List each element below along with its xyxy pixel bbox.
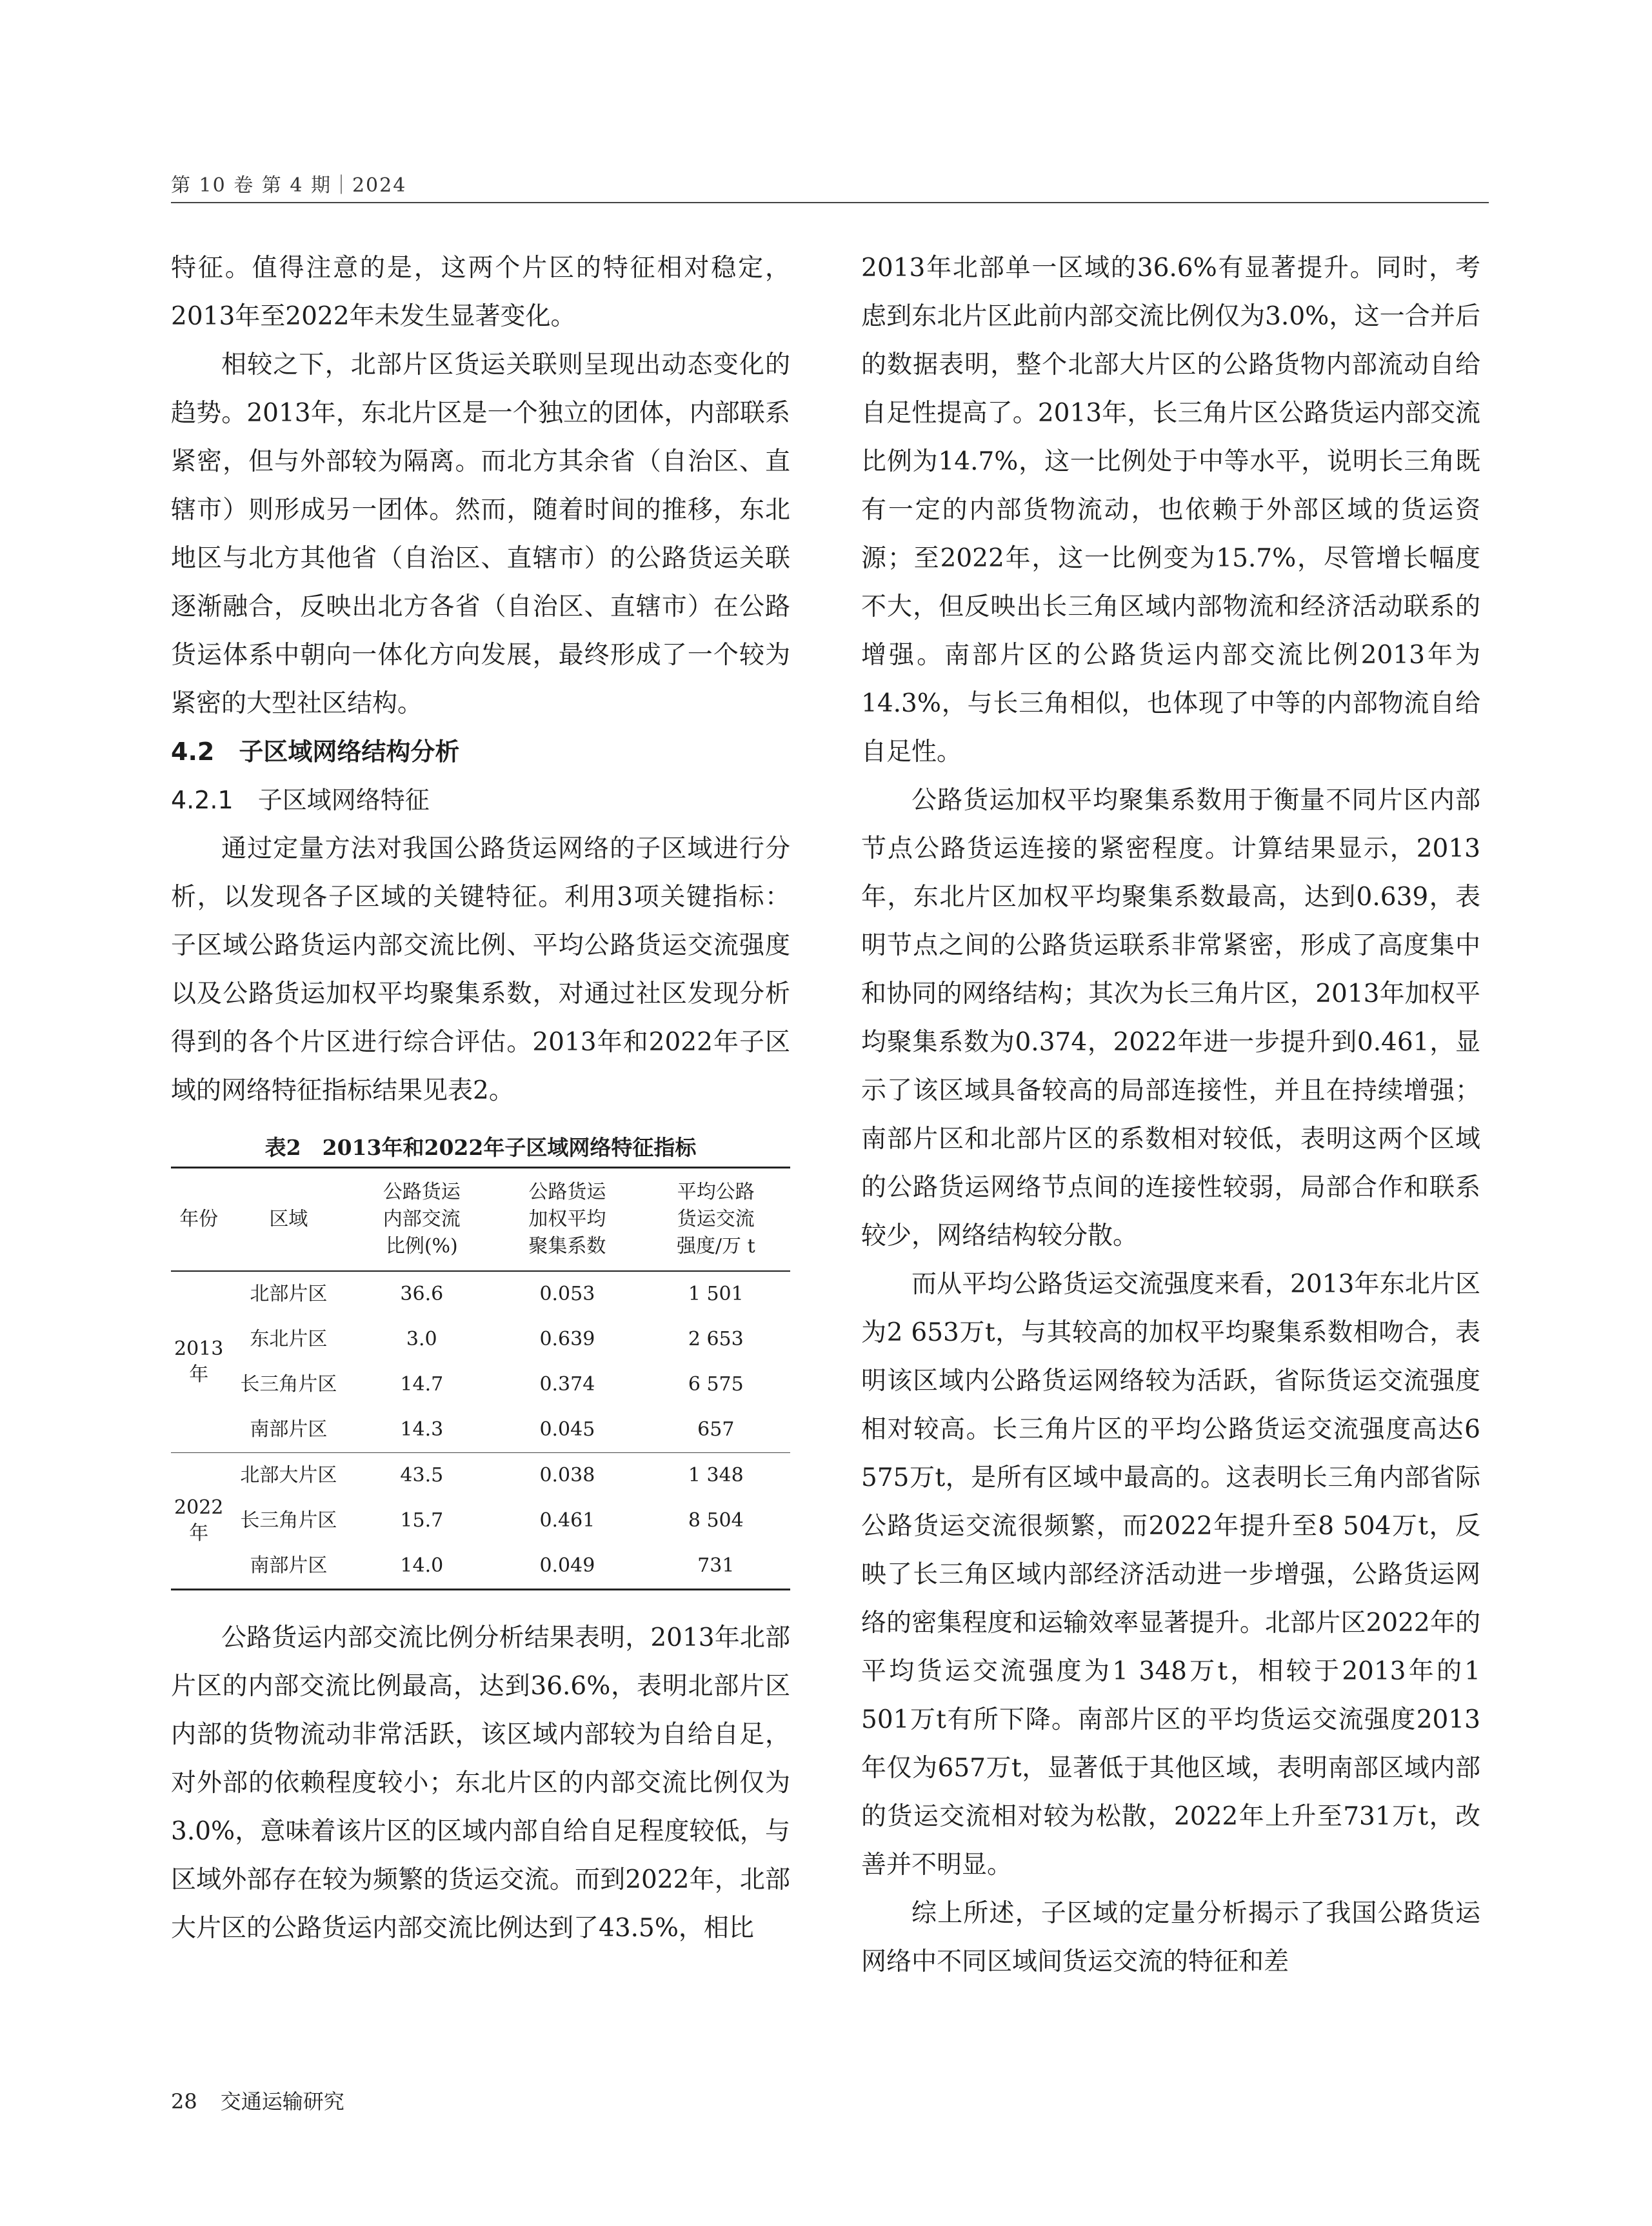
page-footer (171, 2085, 368, 2115)
body-paragraph: 而从平均公路货运交流强度来看，2013年东北片区为2 653万t，与其较高的加权平均聚集系数相吻合，表明该区域内公路货运网络较为活跃，省际货运交流强度相对较高。长三角片区的平均公路货运交流强度高达6 575万t，是所有区域中最高的。这表明长三角内部省际公路货运交流很频繁，而2022年提升至8 504万t，反映了长三角区域内部经济活动进一步增强，公路货运网络的密集程度和运输效率显著提升。北部片区2022年的平均货运交流强度为1 348万t，相较于2013年的1 501万t有所下降。南部片区的平均货运交流强度2013年仅为657万t，显著低于其他区域，表明南部区域内部的货运交流相对较为松散，2022年上升至731万t，改善并不明显。 (861, 1270, 1480, 1880)
journal-name: 交通运输研究 (220, 2089, 344, 2114)
table-row (171, 1498, 790, 1543)
body-paragraph: 相较之下，北部片区货运关联则呈现出动态变化的趋势。2013年，东北片区是一个独立的团体，内部联系紧密，但与外部较为隔离。而北方其余省（自治区、直辖市）则形成另一团体。然而，随着时间的推移，东北地区与北方其他省（自治区、直辖市）的公路货运关联逐渐融合，反映出北方各省（自治区、直辖市）在公路货运体系中朝向一体化方向发展，最终形成了一个较为紧密的大型社区结构。 (171, 350, 790, 718)
ratio-cell: 15.7 (400, 1509, 444, 1532)
intensity-cell: 2 653 (688, 1328, 744, 1350)
subsection-heading: 4.2.1 子区域网络特征 (171, 786, 430, 814)
coef-cell: 0.053 (539, 1283, 595, 1305)
header-rule (171, 202, 1489, 203)
coef-cell: 0.049 (539, 1554, 595, 1577)
region-cell: 北部大片区 (240, 1464, 337, 1487)
region-cell: 北部片区 (250, 1283, 328, 1305)
ratio-cell: 3.0 (406, 1328, 437, 1350)
header-year: 年份 (179, 1208, 219, 1230)
intensity-cell: 657 (697, 1418, 735, 1441)
ratio-cell: 14.7 (400, 1373, 444, 1396)
table-row (171, 1317, 790, 1362)
ratio-cell: 36.6 (400, 1283, 444, 1305)
region-cell: 长三角片区 (240, 1373, 337, 1396)
region-cell: 东北片区 (250, 1328, 328, 1350)
table-row (171, 1453, 790, 1499)
data-table (171, 1167, 790, 1590)
region-cell: 南部片区 (250, 1554, 328, 1577)
header-intensity: 平均公路 货运交流 强度/万 t (676, 1181, 755, 1258)
body-paragraph: 公路货运加权平均聚集系数用于衡量不同片区内部节点公路货运连接的紧密程度。计算结果显示，2013年，东北片区加权平均聚集系数最高，达到0.639，表明节点之间的公路货运联系非常紧密，形成了高度集中和协同的网络结构；其次为长三角片区，2013年加权平均聚集系数为0.374，2022年进一步提升到0.461，显示了该区域具备较高的局部连接性，并且在持续增强；南部片区和北部片区的系数相对较低，表明这两个区域的公路货运网络节点间的连接性较弱，局部合作和联系较少，网络结构较分散。 (861, 786, 1480, 1250)
body-paragraph: 2013年北部单一区域的36.6%有显著提升。同时，考虑到东北片区此前内部交流比例仅为3.0%，这一合并后的数据表明，整个北部大片区的公路货物内部流动自给自足性提高了。2013年，长三角片区公路货运内部交流比例为14.7%，这一比例处于中等水平，说明长三角既有一定的内部货物流动，也依赖于外部区域的货运资源；至2022年，这一比例变为15.7%，尽管增长幅度不大，但反映出长三角区域内部物流和经济活动联系的增强。南部片区的公路货运内部交流比例2013年为14.3%，与长三角相似，也体现了中等的内部物流自给自足性。 (861, 254, 1480, 767)
header-region: 区域 (269, 1208, 308, 1230)
region-cell: 南部片区 (250, 1418, 328, 1441)
year-cell: 2013 年 (174, 1338, 224, 1386)
table-row (171, 1543, 790, 1590)
body-paragraph: 通过定量方法对我国公路货运网络的子区域进行分析，以发现各子区域的关键特征。利用3项关键指标：子区域公路货运内部交流比例、平均公路货运交流强度以及公路货运加权平均聚集系数，对通过社区发现分析得到的各个片区进行综合评估。2013年和2022年子区域的网络特征指标结果见表2。 (171, 834, 790, 1105)
intensity-cell: 6 575 (688, 1373, 744, 1396)
table-row (171, 1407, 790, 1453)
header-ratio: 公路货运 内部交流 比例(%) (383, 1181, 461, 1258)
table-row (171, 1362, 790, 1407)
year-cell: 2022 年 (174, 1496, 224, 1545)
left-column (171, 244, 790, 1952)
running-header: 第 10 卷 第 4 期｜2024 (171, 174, 407, 197)
coef-cell: 0.045 (539, 1418, 595, 1441)
body-paragraph: 综上所述，子区域的定量分析揭示了我国公路货运网络中不同区域间货运交流的特征和差 (861, 1899, 1480, 1976)
coef-cell: 0.639 (539, 1328, 595, 1350)
table-caption: 表2 2013年和2022年子区域网络特征指标 (264, 1135, 697, 1160)
intensity-cell: 1 501 (688, 1283, 744, 1305)
coef-cell: 0.461 (539, 1509, 595, 1532)
intensity-cell: 1 348 (688, 1464, 744, 1487)
intensity-cell: 731 (697, 1554, 735, 1577)
coef-cell: 0.374 (539, 1373, 595, 1396)
ratio-cell: 14.3 (400, 1418, 444, 1441)
intensity-cell: 8 504 (688, 1509, 744, 1532)
right-column (861, 244, 1480, 1986)
table-row (171, 1271, 790, 1317)
section-heading: 4.2 子区域网络结构分析 (171, 737, 460, 766)
body-paragraph: 特征。值得注意的是，这两个片区的特征相对稳定，2013年至2022年未发生显著变化。 (171, 254, 790, 331)
region-cell: 长三角片区 (240, 1509, 337, 1532)
header-coef: 公路货运 加权平均 聚集系数 (528, 1181, 606, 1258)
ratio-cell: 43.5 (400, 1464, 444, 1487)
page-number: 28 (171, 2089, 197, 2114)
ratio-cell: 14.0 (400, 1554, 444, 1577)
body-paragraph: 公路货运内部交流比例分析结果表明，2013年北部片区的内部交流比例最高，达到36.6%，表明北部片区内部的货物流动非常活跃，该区域内部较为自给自足，对外部的依赖程度较小；东北片区的内部交流比例仅为3.0%，意味着该片区的区域内部自给自足程度较低，与区域外部存在较为频繁的货运交流。而到2022年，北部大片区的公路货运内部交流比例达到了43.5%，相比 (171, 1623, 790, 1943)
table-header-row (171, 1168, 790, 1272)
coef-cell: 0.038 (539, 1464, 595, 1487)
